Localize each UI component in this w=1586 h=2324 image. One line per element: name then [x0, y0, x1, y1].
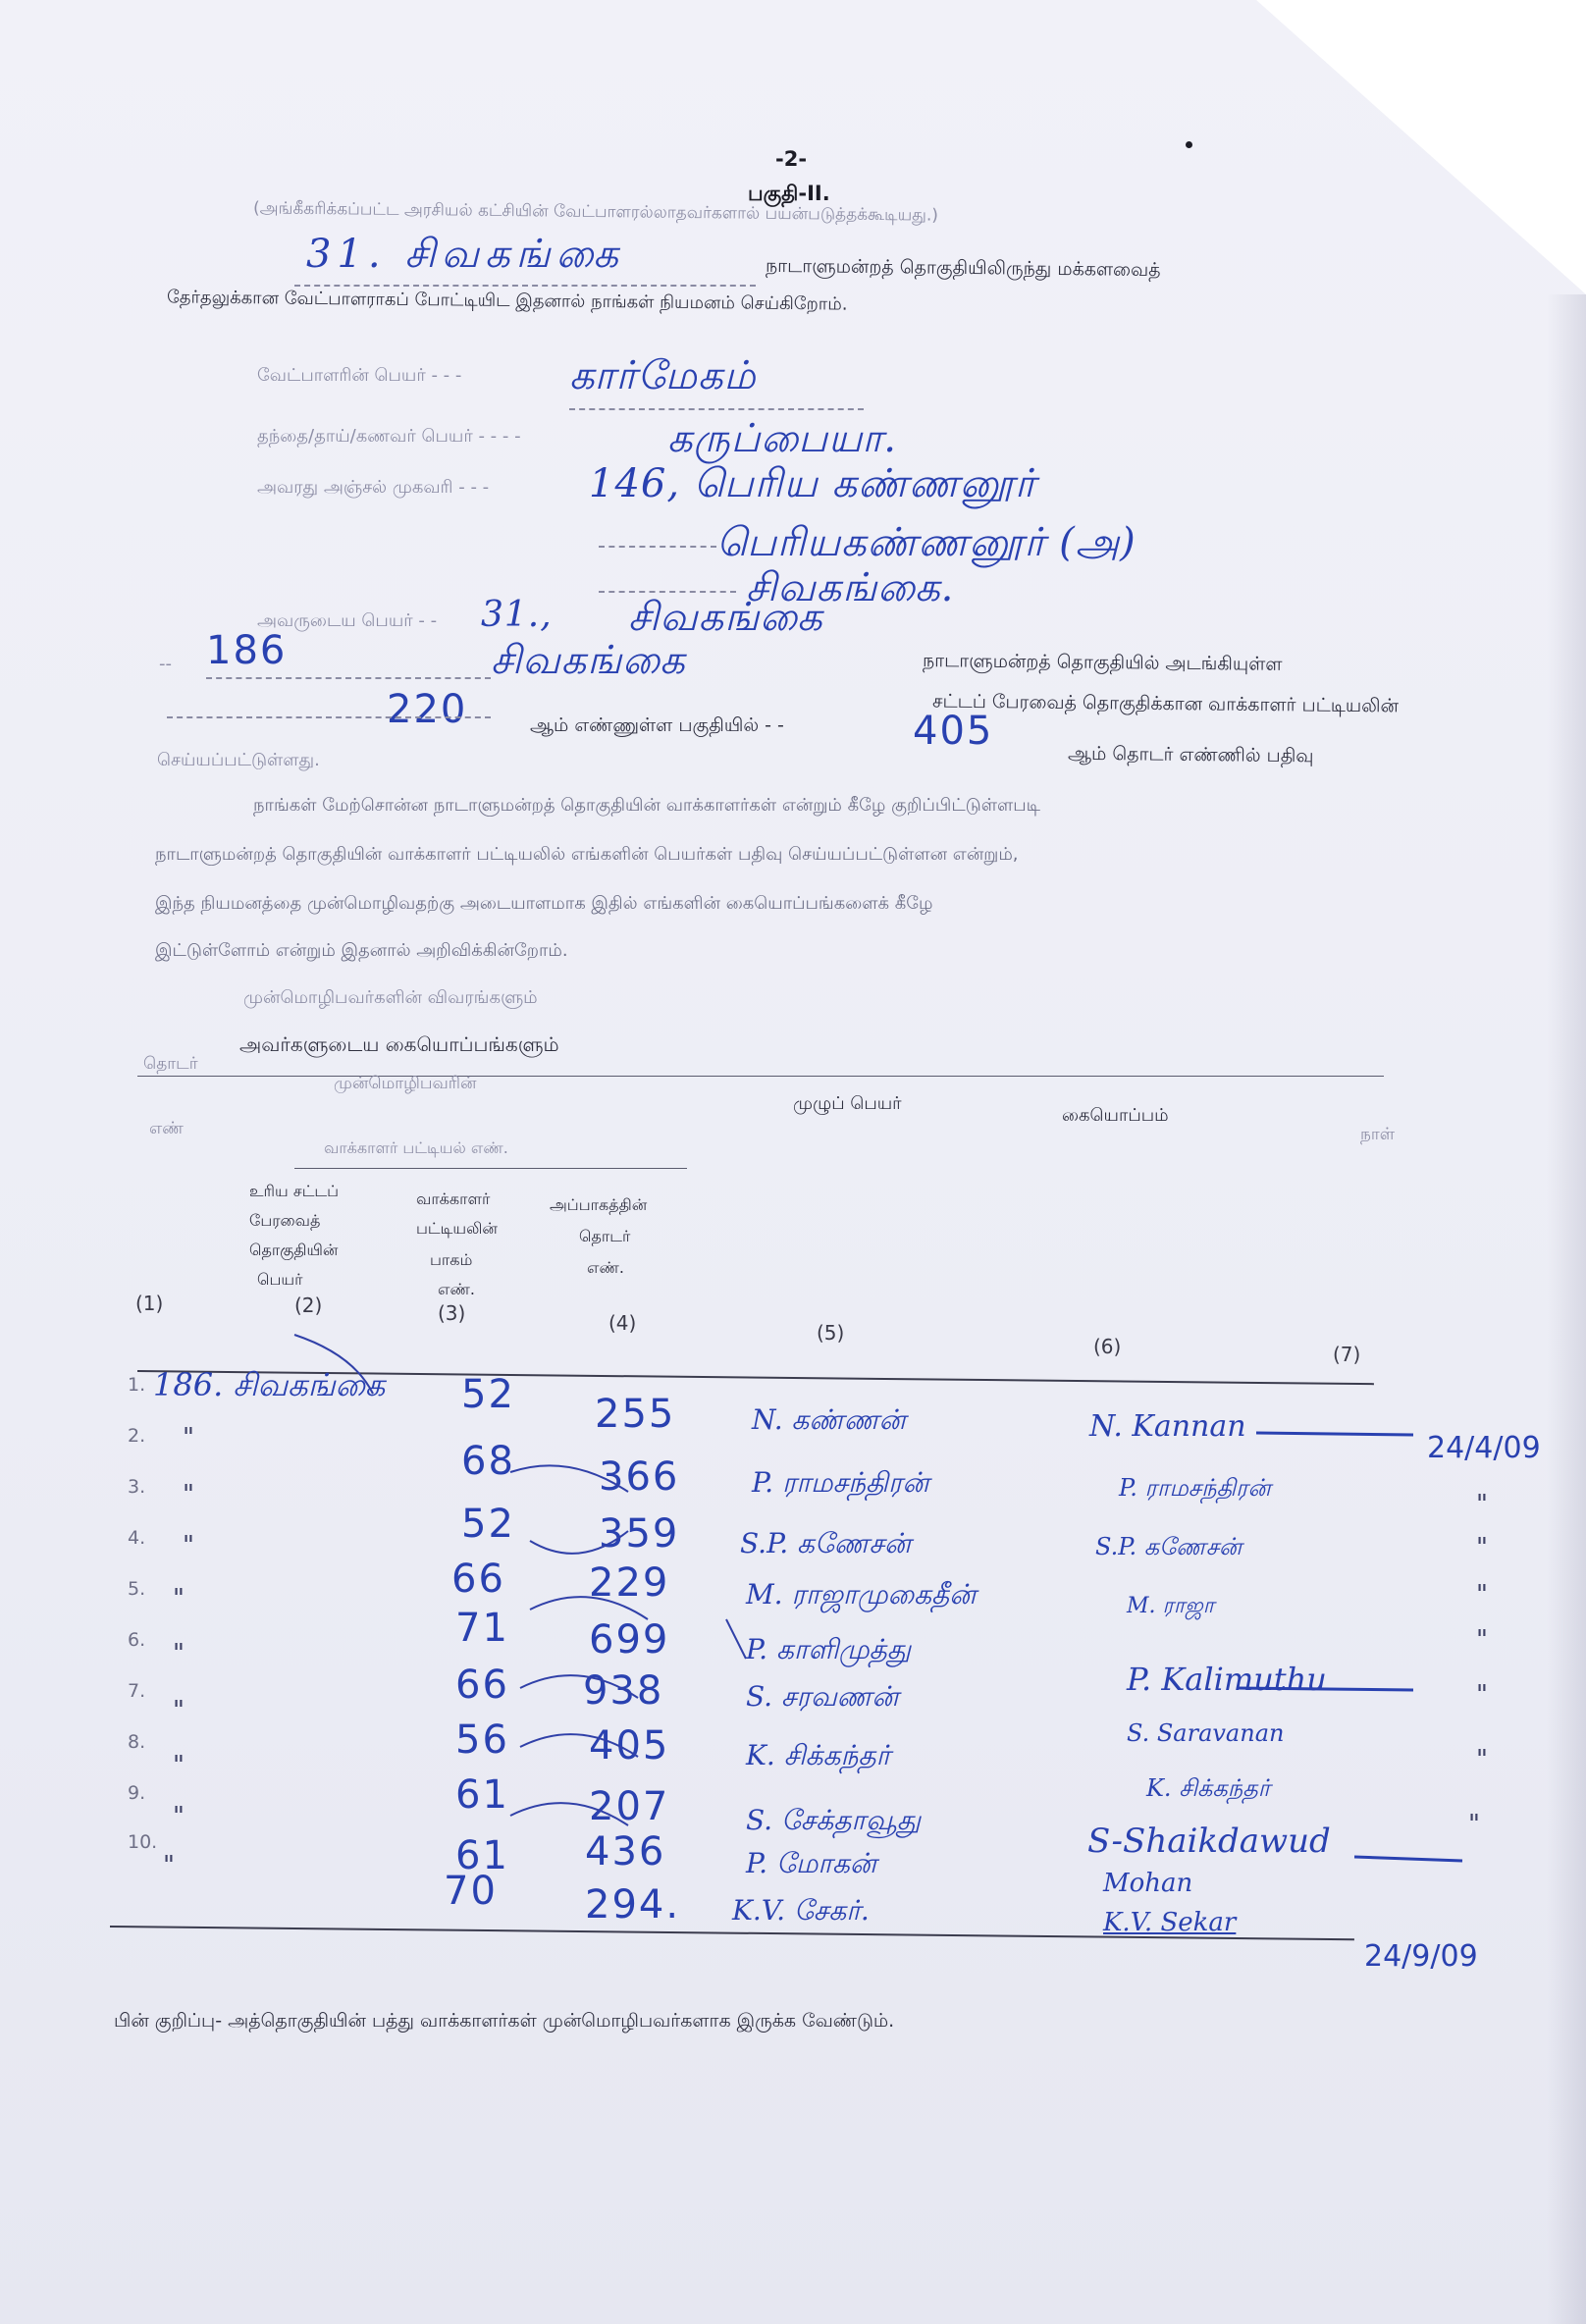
- row-serial: 207: [589, 1784, 670, 1829]
- col-number: (3): [438, 1301, 466, 1325]
- row-assembly: ": [173, 1696, 185, 1725]
- row-number: 6.: [128, 1629, 146, 1651]
- row-date: ": [1476, 1533, 1488, 1562]
- row-serial: 436: [585, 1829, 666, 1875]
- row-assembly: ": [173, 1802, 185, 1831]
- fill-line: [206, 677, 491, 679]
- row-number: 10.: [128, 1831, 158, 1853]
- part-title: பகுதி-II.: [748, 182, 830, 205]
- row-part: 61: [455, 1772, 509, 1818]
- sub-part-line: எண்.: [438, 1280, 475, 1298]
- row-assembly: 186. சிவகங்கை: [153, 1366, 386, 1403]
- row-full-name: S. சரவணன்: [746, 1680, 899, 1713]
- dash-lead: --: [159, 654, 172, 674]
- constituency-line2: தேர்தலுக்கான வேட்பாளராகப் போட்டியிட இதனால் நாங்கள் நியமனம் செய்கிறோம்.: [166, 287, 848, 315]
- row-assembly: ": [173, 1751, 185, 1780]
- row-full-name: N. கண்ணன்: [752, 1403, 906, 1436]
- header-line: (அங்கீகரிக்கப்பட்ட அரசியல் கட்சியின் வேட்பாளரல்லாதவர்களால் பயன்படுத்தக்கூடியது.): [252, 198, 939, 226]
- header-serial: தொடர்: [143, 1054, 198, 1074]
- row-assembly: ": [183, 1480, 194, 1509]
- row-serial: 359: [599, 1511, 680, 1557]
- row-date: ": [1476, 1745, 1488, 1774]
- address-label: அவரது அஞ்சல் முகவரி - - -: [257, 477, 490, 498]
- row-date: 24/4/09: [1427, 1431, 1541, 1465]
- sub-part-line: பாகம்: [430, 1250, 473, 1269]
- row-number: 9.: [128, 1782, 146, 1804]
- address-line-3: சிவகங்கை.: [746, 565, 955, 610]
- row-assembly: ": [173, 1584, 185, 1613]
- row-number: 5.: [128, 1578, 146, 1600]
- row-serial: 229: [589, 1560, 670, 1606]
- table-intro-line-1: முன்மொழிபவர்களின் விவரங்களும்: [243, 987, 538, 1008]
- father-name-value: கருப்பையா.: [667, 416, 897, 461]
- constituency-suffix: நாடாளுமன்றத் தொகுதியிலிருந்து மக்களவைத்: [765, 254, 1161, 282]
- row-signature: P. ராமசந்திரன்: [1119, 1474, 1271, 1502]
- row-number: 3.: [128, 1476, 146, 1498]
- col-number: (4): [608, 1311, 637, 1335]
- row-part: 56: [455, 1717, 509, 1763]
- row-date: 24/9/09: [1364, 1939, 1478, 1974]
- row-signature: M. ராஜா: [1127, 1594, 1215, 1618]
- fill-line: [569, 408, 864, 410]
- row-full-name: S.P. கணேசன்: [740, 1527, 912, 1559]
- address-line-2: பெரியகண்ணனூர் (அ): [716, 520, 1137, 565]
- serial-number: 405: [913, 709, 994, 754]
- row-signature: N. Kannan: [1089, 1409, 1246, 1444]
- father-name-label: தந்தை/தாய்/கணவர் பெயர் - - - -: [257, 426, 521, 447]
- declaration-line-1: நாங்கள் மேற்சொன்ன நாடாளுமன்றத் தொகுதியின் வாக்காளர்கள் என்றும் கீழே குறிப்பிட்டுள்ளபடி: [253, 795, 1040, 816]
- row-full-name: K.V. சேகர்.: [732, 1894, 870, 1927]
- col-number: (6): [1093, 1335, 1122, 1358]
- row-full-name: P. காளிமுத்து: [746, 1633, 912, 1665]
- row-part: 66: [451, 1557, 505, 1602]
- fill-line: [167, 716, 491, 718]
- header-full-name: முழுப் பெயர்: [793, 1093, 902, 1114]
- address-line-1: 146, பெரிய கண்ணனூர்: [589, 461, 1036, 506]
- table-top-rule: [137, 1076, 1384, 1077]
- header-date: நாள்: [1360, 1125, 1396, 1144]
- row-full-name: M. ராஜாமுகைதீன்: [746, 1578, 977, 1611]
- row-part: 66: [455, 1663, 509, 1708]
- row-serial: 938: [583, 1668, 664, 1714]
- page-edge-shadow: [1547, 294, 1586, 2324]
- row-serial: 366: [599, 1454, 680, 1500]
- row-signature: Mohan: [1103, 1869, 1193, 1898]
- row-number: 1.: [128, 1374, 146, 1396]
- row-part: 68: [461, 1439, 515, 1484]
- row-number: 7.: [128, 1680, 146, 1702]
- constituency-handwritten: 31. சிவகங்கை: [306, 232, 624, 277]
- sub-assembly-line: உரிய சட்டப்: [249, 1182, 340, 1200]
- declaration-line-2: நாடாளுமன்றத் தொகுதியின் வாக்காளர் பட்டியலில் எங்களின் பெயர்கள் பதிவு செய்யப்பட்டுள்ளன என்றும்,: [155, 844, 1019, 865]
- row-part: 61: [455, 1833, 509, 1878]
- row-signature: P. Kalimuthu: [1127, 1661, 1327, 1698]
- ink-dot: [1186, 141, 1192, 148]
- sub-serial-line: தொடர்: [579, 1227, 631, 1245]
- sub-serial-line: அப்பாகத்தின்: [550, 1195, 648, 1214]
- fill-line: [599, 546, 716, 548]
- header-signature: கையொப்பம்: [1062, 1105, 1169, 1126]
- row-assembly: ": [163, 1851, 175, 1880]
- row-date: ": [1476, 1580, 1488, 1610]
- col-number: (2): [294, 1294, 323, 1317]
- sub-assembly-line: பேரவைத்: [249, 1211, 321, 1230]
- col-number: (1): [135, 1292, 164, 1315]
- row-assembly: ": [183, 1531, 194, 1560]
- enrolment-suffix-2: சட்டப் பேரவைத் தொகுதிக்கான வாக்காளர் பட்டியலின்: [931, 690, 1400, 717]
- enrolment-constituency-name: சிவகங்கை: [628, 595, 823, 640]
- part-text: ஆம் எண்ணுள்ள பகுதியில் - -: [530, 714, 784, 736]
- row-full-name: K. சிக்கந்தர்: [746, 1739, 891, 1771]
- row-serial: 294.: [585, 1882, 681, 1928]
- row-date: ": [1476, 1625, 1488, 1655]
- row-date: ": [1476, 1680, 1488, 1710]
- row-part: 52: [461, 1372, 515, 1417]
- row-serial: 699: [589, 1617, 670, 1663]
- row-signature: K.V. Sekar: [1103, 1908, 1237, 1937]
- row-part: 71: [455, 1606, 509, 1651]
- row-date: ": [1468, 1810, 1480, 1839]
- sub-part-line: பட்டியலின்: [416, 1219, 498, 1238]
- sub-assembly-line: தொகுதியின்: [249, 1241, 339, 1259]
- serial-text: ஆம் தொடர் எண்ணில் பதிவு: [1067, 742, 1314, 767]
- row-full-name: P. மோகன்: [746, 1847, 877, 1879]
- part-number: 220: [387, 687, 468, 732]
- row-full-name: P. ராமசந்திரன்: [752, 1466, 929, 1499]
- row-assembly: ": [183, 1423, 194, 1452]
- enrolment-label: அவருடைய பெயர் - -: [257, 610, 438, 631]
- row-part: 70: [444, 1869, 498, 1914]
- assembly-number: 186: [206, 628, 288, 673]
- fill-line: [599, 591, 736, 593]
- row-part: 52: [461, 1502, 515, 1547]
- roll-sub-rule: [294, 1168, 687, 1169]
- sub-assembly-line: பெயர்: [257, 1270, 303, 1289]
- col-number: (7): [1333, 1343, 1361, 1366]
- candidate-name-label: வேட்பாளரின் பெயர் - - -: [257, 365, 462, 386]
- row-serial: 405: [589, 1723, 670, 1769]
- enrolment-line-end: செய்யப்பட்டுள்ளது.: [157, 750, 320, 770]
- fill-line: [294, 285, 756, 287]
- declaration-line-3: இந்த நியமனத்தை முன்மொழிவதற்கு அடையாளமாக இதில் எங்களின் கையொப்பங்களைக் கீழே: [155, 893, 933, 914]
- row-date: ": [1476, 1490, 1488, 1519]
- row-number: 4.: [128, 1527, 146, 1549]
- footnote: பின் குறிப்பு- அத்தொகுதியின் பத்து வாக்காளர்கள் முன்மொழிபவர்களாக இருக்க வேண்டும்.: [114, 2010, 895, 2032]
- col-number: (5): [817, 1321, 845, 1345]
- assembly-name: சிவகங்கை: [491, 638, 686, 683]
- row-signature: K. சிக்கந்தர்: [1146, 1774, 1271, 1802]
- header-roll: வாக்காளர் பட்டியல் எண்.: [324, 1138, 508, 1157]
- sub-part-line: வாக்காளர்: [416, 1189, 491, 1208]
- row-full-name: S. சேக்தாவூது: [746, 1804, 922, 1836]
- candidate-name-value: கார்மேகம்: [569, 353, 757, 398]
- sub-serial-line: எண்.: [587, 1258, 624, 1277]
- row-signature: S.P. கணேசன்: [1095, 1533, 1242, 1560]
- row-number: 8.: [128, 1731, 146, 1753]
- table-intro-line-2: அவர்களுடைய கையொப்பங்களும்: [239, 1032, 559, 1056]
- declaration-line-4: இட்டுள்ளோம் என்றும் இதனால் அறிவிக்கின்றோம்.: [155, 940, 568, 961]
- row-signature: S. Saravanan: [1127, 1719, 1285, 1747]
- row-assembly: ": [173, 1639, 185, 1668]
- page-number: -2-: [775, 147, 808, 171]
- header-proposer: முன்மொழிபவரின்: [334, 1074, 477, 1093]
- header-serial-2: எண்: [149, 1119, 184, 1138]
- enrolment-constituency-no: 31.,: [481, 595, 553, 635]
- row-number: 2.: [128, 1425, 146, 1447]
- enrolment-suffix-1: நாடாளுமன்றத் தொகுதியில் அடங்கியுள்ள: [922, 650, 1283, 675]
- row-serial: 255: [595, 1392, 676, 1437]
- row-signature: S-Shaikdawud: [1087, 1822, 1331, 1861]
